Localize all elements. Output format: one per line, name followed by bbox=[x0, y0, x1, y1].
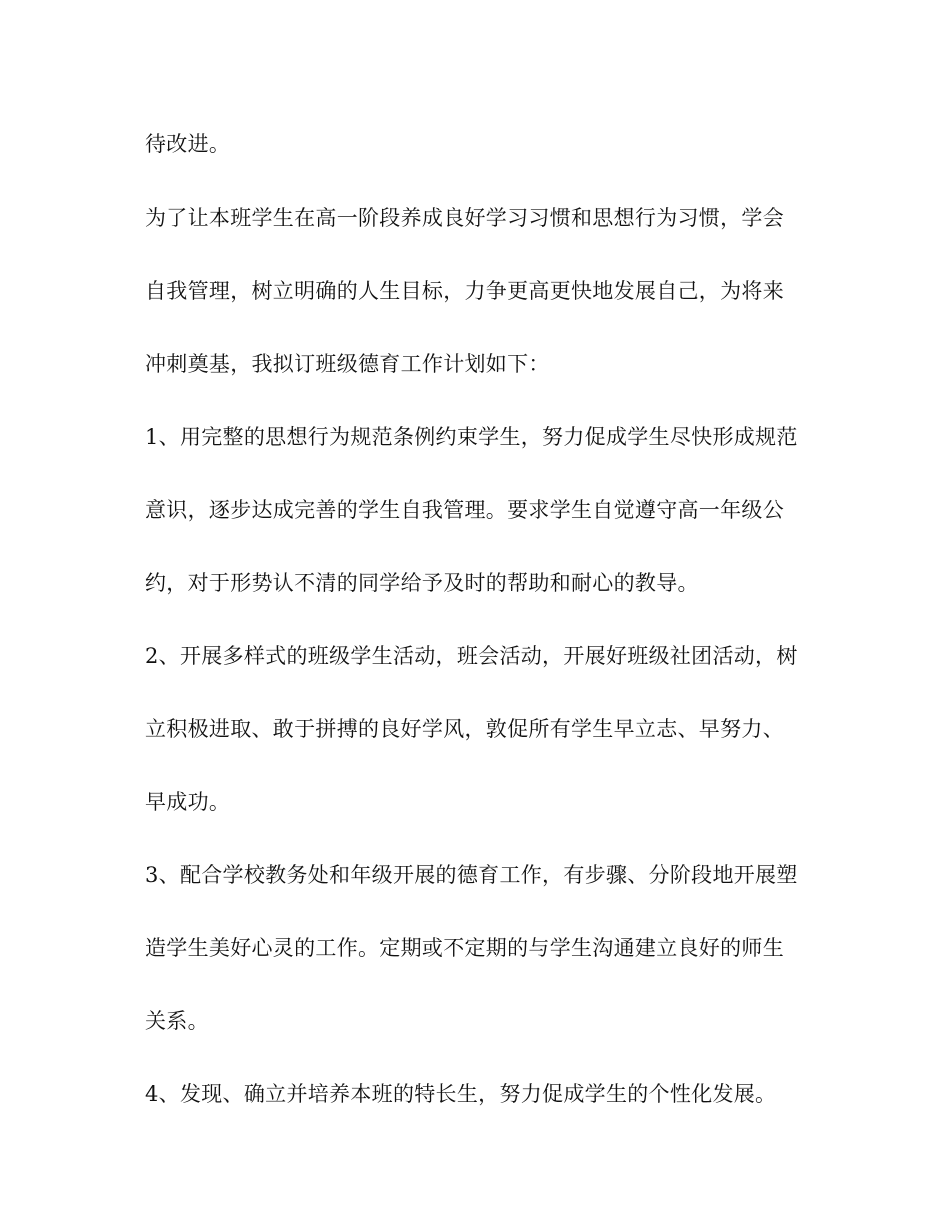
text-line: 立积极进取、敢于拼搏的良好学风，敦促所有学生早立志、早努力、 bbox=[145, 717, 784, 741]
text-line: 早成功。 bbox=[145, 790, 231, 814]
text-line: 意识，逐步达成完善的学生自我管理。要求学生自觉遵守高一年级公 bbox=[145, 498, 784, 522]
text-line: 待改进。 bbox=[145, 132, 231, 156]
text-line: 4、发现、确立并培养本班的特长生，努力促成学生的个性化发展。 bbox=[145, 1082, 777, 1106]
text-line: 自我管理，树立明确的人生目标，力争更高更快地发展自己，为将来 bbox=[145, 279, 784, 303]
text-line: 约，对于形势认不清的同学给予及时的帮助和耐心的教导。 bbox=[145, 571, 699, 595]
text-line: 造学生美好心灵的工作。定期或不定期的与学生沟通建立良好的师生 bbox=[145, 936, 784, 960]
text-line: 冲刺奠基，我拟订班级德育工作计划如下： bbox=[145, 352, 550, 376]
text-line: 3、配合学校教务处和年级开展的德育工作，有步骤、分阶段地开展塑 bbox=[145, 863, 798, 887]
text-line: 为了让本班学生在高一阶段养成良好学习习惯和思想行为习惯，学会 bbox=[145, 206, 784, 230]
text-line: 2、开展多样式的班级学生活动，班会活动，开展好班级社团活动，树 bbox=[145, 644, 798, 668]
text-line: 1、用完整的思想行为规范条例约束学生，努力促成学生尽快形成规范 bbox=[145, 425, 798, 449]
text-line: 关系。 bbox=[145, 1009, 209, 1033]
